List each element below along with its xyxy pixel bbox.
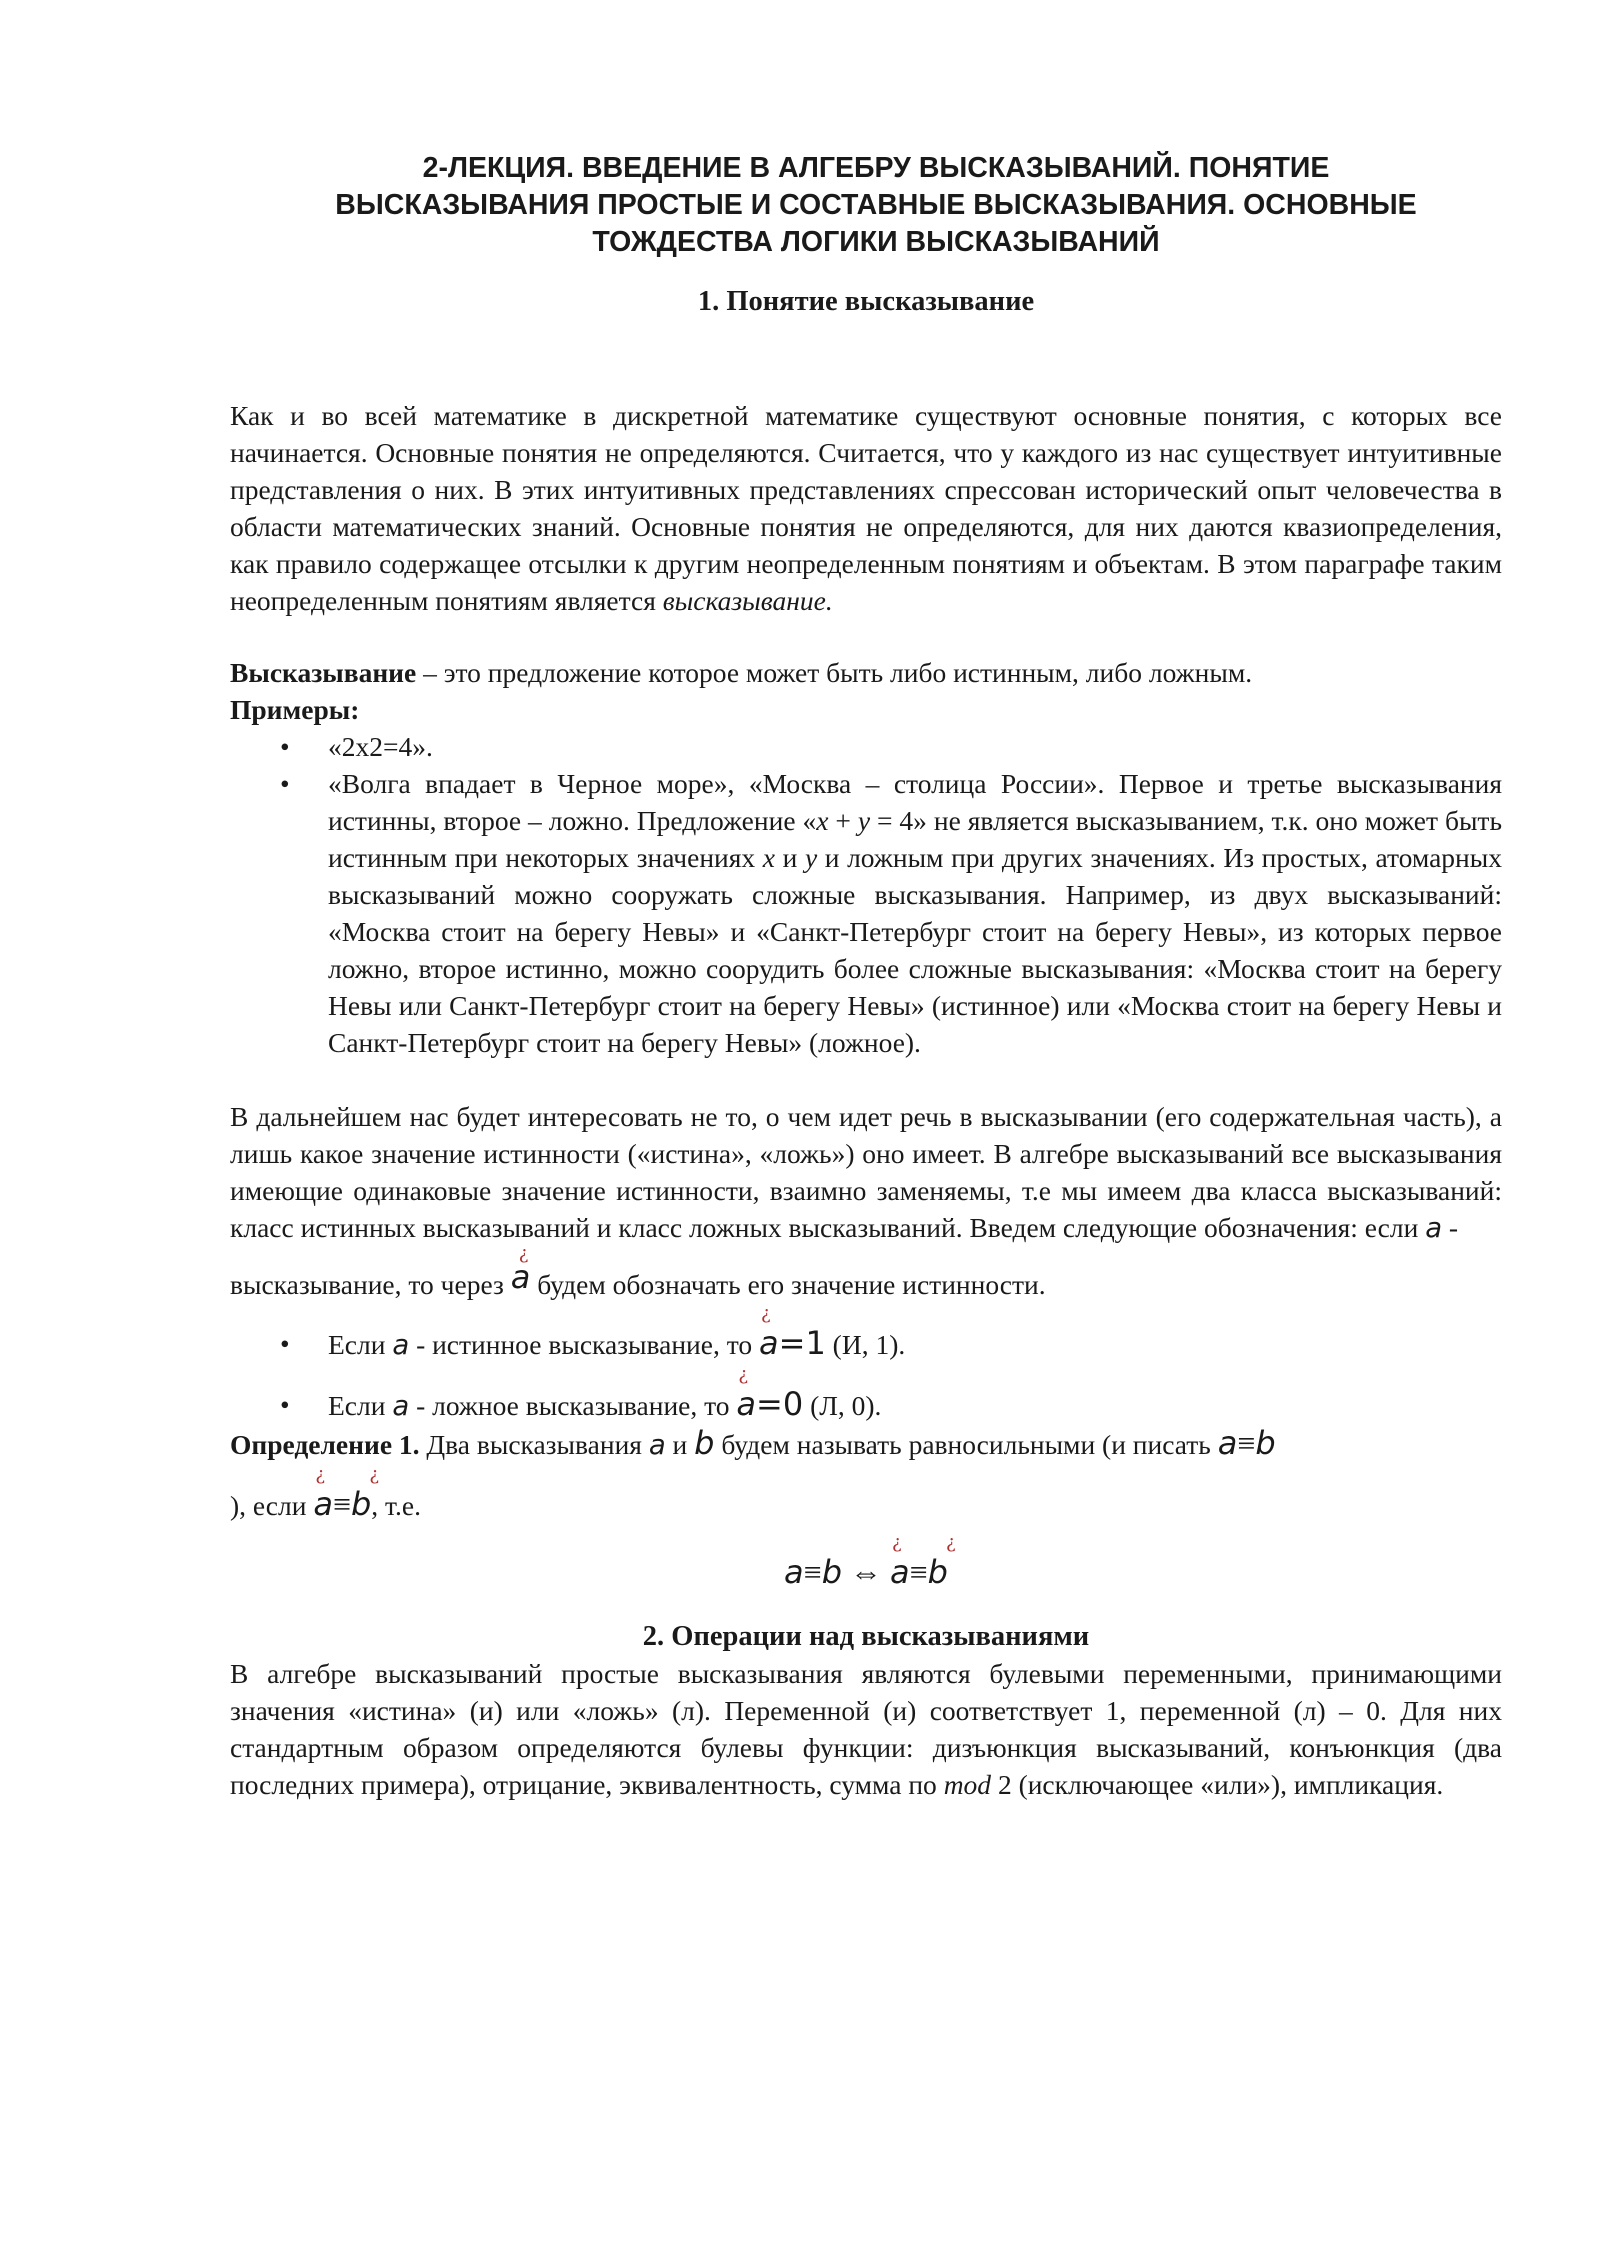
variable-b: b xyxy=(694,1424,715,1462)
variable-x: x xyxy=(816,805,829,836)
example-2-text-b: = 4» не является высказыванием, т.к. оно может быть истинным при некоторых значениях xyxy=(328,805,1502,873)
mod-term: mod xyxy=(943,1769,992,1800)
false-tail: (Л, 0). xyxy=(803,1390,882,1421)
list-item xyxy=(230,765,1502,1061)
document-page xyxy=(230,150,1502,1803)
definition-1-label: Определение 1. xyxy=(230,1429,420,1460)
intro-text: Как и во всей математике в дискретной математике существуют основные понятия, с которых все начинается. Основные понятия не определяются. Считается, что у каждого из нас существует интуитивные представления о них. В этих интуитивных представлениях спрессован исторический опыт человечества в области математических знаний. Основные понятия не определяются, для них даются квазиопределения, как правило содержащее отсылки к другим неопределенным понятиям и объектам. В этом параграфе таким неопределенным понятиям является xyxy=(230,400,1502,616)
question-mark-glyph: ¿ xyxy=(315,1464,325,1485)
variable-y: y xyxy=(857,805,871,836)
definition-1-text-a: Два высказывания xyxy=(419,1429,649,1460)
variable-a: a xyxy=(784,1553,804,1591)
intro-paragraph xyxy=(230,397,1502,619)
definition-1-text-b: будем называть равносильными (и писать xyxy=(714,1429,1218,1460)
variable-y: y xyxy=(804,842,818,873)
variable-x: x xyxy=(762,842,775,873)
title-line-2: ВЫСКАЗЫВАНИЯ ПРОСТЫЕ И СОСТАВНЫЕ ВЫСКАЗЫВАНИЯ. ОСНОВНЫЕ xyxy=(335,189,1417,221)
equiv-sign: ≡ xyxy=(909,1554,928,1590)
definition-1-and: и xyxy=(665,1429,695,1460)
question-mark-glyph: ¿ xyxy=(369,1464,379,1485)
true-lead: Если xyxy=(328,1329,393,1360)
truth-value-true xyxy=(759,1303,826,1363)
examples-label: Примеры: xyxy=(230,694,360,725)
notation-text-b: будем обозначать его значение истинности. xyxy=(530,1269,1046,1300)
further-text: В дальнейшем нас будет интересовать не то, о чем идет речь в высказывании (его содержательная часть), а лишь какое значение истинности («истина», «ложь») оно имеет. В алгебре высказываний все высказывания имеющие одинаковые значение истинности, взаимно заменяемы, т.е мы имеем два класса высказываний: класс истинных высказываний и класс ложных высказываний. Введем следующие обозначения: если xyxy=(230,1101,1502,1243)
value-zero: =0 xyxy=(756,1385,804,1423)
equiv-sign: ≡ xyxy=(1237,1425,1256,1461)
example-2-text-c: и ложным при других значениях. Из простых, атомарных высказываний можно сооружать сложные высказывания. Например, из двух высказываний: «Москва стоит на берегу Невы» и «Санкт-Петербург стоит на берегу Невы», из которых первое ложно, второе истинно, можно соорудить более сложные высказывания: «Москва стоит на берегу Невы или Санкт-Петербург стоит на берегу Невы» (истинное) или «Москва стоит на берегу Невы и Санкт-Петербург стоит на берегу Невы» (ложное). xyxy=(328,842,1503,1058)
notation-line xyxy=(230,1243,1502,1303)
equivalence-formula xyxy=(230,1532,1502,1592)
variable-a: a xyxy=(648,1429,666,1461)
value-one: =1 xyxy=(778,1324,826,1362)
variable-a: a xyxy=(890,1553,910,1591)
iff-sign: ⇔ xyxy=(850,1554,882,1590)
definition-1-paragraph xyxy=(230,1425,1502,1464)
definition-term: Высказывание xyxy=(230,657,417,688)
list-item xyxy=(230,728,1502,765)
definition-text: – это предложение которое может быть либо истинным, либо ложным. xyxy=(416,657,1253,688)
definition-1-text-c: ), если xyxy=(230,1490,314,1521)
further-dash: - xyxy=(1442,1212,1459,1243)
truth-value-false xyxy=(736,1364,804,1424)
definition-1-text-d: , т.е. xyxy=(371,1490,421,1521)
variable-b: b xyxy=(821,1553,842,1591)
title-line-3: ТОЖДЕСТВА ЛОГИКИ ВЫСКАЗЫВАНИЙ xyxy=(592,226,1160,258)
variable-a: a xyxy=(1217,1424,1238,1462)
plus-sign: + xyxy=(828,805,858,836)
example-2-text-a: «Волга впадает в Черное море», «Москва – столица России». Первое и третье высказывания истинны, второе – ложно. Предложение « xyxy=(328,768,1502,836)
truth-value-a xyxy=(510,1243,531,1303)
variable-a: a xyxy=(510,1258,531,1296)
variable-a: a xyxy=(313,1485,333,1523)
true-tail: (И, 1). xyxy=(825,1329,906,1360)
question-mark-glyph: ¿ xyxy=(946,1532,956,1553)
section-1-heading: 1. Понятие высказывание xyxy=(697,286,1035,317)
variable-a: a xyxy=(736,1385,757,1423)
notation-text-a: высказывание, то через xyxy=(230,1269,511,1300)
definition-1-continuation xyxy=(230,1464,1502,1524)
variable-b: b xyxy=(350,1485,372,1523)
question-mark-glyph: ¿ xyxy=(518,1243,529,1264)
operations-text-b: 2 (исключающее «или»), импликация. xyxy=(991,1769,1444,1800)
operations-text-a: В алгебре высказываний простые высказывания являются булевыми переменными, принимающими значения «истина» (и) или «ложь» (л). Переменной (и) соответствует 1, переменной (л) – 0. Для них стандартным образом определяются булевы функции: дизъюнкция высказываний, конъюнкция (два последних примера), отрицание, эквивалентность, сумма по xyxy=(230,1658,1502,1800)
equiv-sign: ≡ xyxy=(803,1554,822,1590)
variable-b: b xyxy=(1255,1424,1276,1462)
variable-a: a xyxy=(392,1390,410,1422)
example-1-text: «2x2=4». xyxy=(328,731,433,762)
list-item xyxy=(230,1303,1502,1364)
false-lead: Если xyxy=(328,1390,393,1421)
definition-paragraph xyxy=(230,654,1502,691)
intro-italic-term: высказывание. xyxy=(662,585,833,616)
bullet-icon: • xyxy=(280,1328,290,1359)
equiv-sign: ≡ xyxy=(332,1486,351,1522)
question-mark-glyph: ¿ xyxy=(761,1303,771,1324)
true-mid: - истинное высказывание, то xyxy=(409,1329,760,1360)
bullet-icon: • xyxy=(280,1389,290,1420)
truth-value-paragraph xyxy=(230,1098,1502,1247)
examples-list xyxy=(230,728,1502,1061)
truth-values-list xyxy=(230,1303,1502,1425)
false-mid: - ложное высказывание, то xyxy=(409,1390,737,1421)
question-mark-glyph: ¿ xyxy=(892,1532,902,1553)
bullet-icon: • xyxy=(280,731,290,762)
variable-a: a xyxy=(759,1324,779,1362)
bullet-icon: • xyxy=(280,768,290,799)
list-item xyxy=(230,1364,1502,1425)
variable-a: a xyxy=(392,1329,410,1361)
variable-a: a xyxy=(1425,1212,1443,1244)
truth-equivalence xyxy=(313,1464,379,1524)
operations-paragraph xyxy=(230,1655,1502,1803)
lecture-title xyxy=(230,150,1502,261)
title-line-1: 2-ЛЕКЦИЯ. ВВЕДЕНИЕ В АЛГЕБРУ ВЫСКАЗЫВАНИЙ. ПОНЯТИЕ xyxy=(422,152,1330,184)
truth-equivalence xyxy=(890,1532,956,1592)
variable-b: b xyxy=(927,1553,948,1591)
question-mark-glyph: ¿ xyxy=(738,1364,749,1385)
section-2-heading: 2. Операции над высказываниями xyxy=(642,1621,1090,1652)
conjunction-word: и xyxy=(775,842,805,873)
